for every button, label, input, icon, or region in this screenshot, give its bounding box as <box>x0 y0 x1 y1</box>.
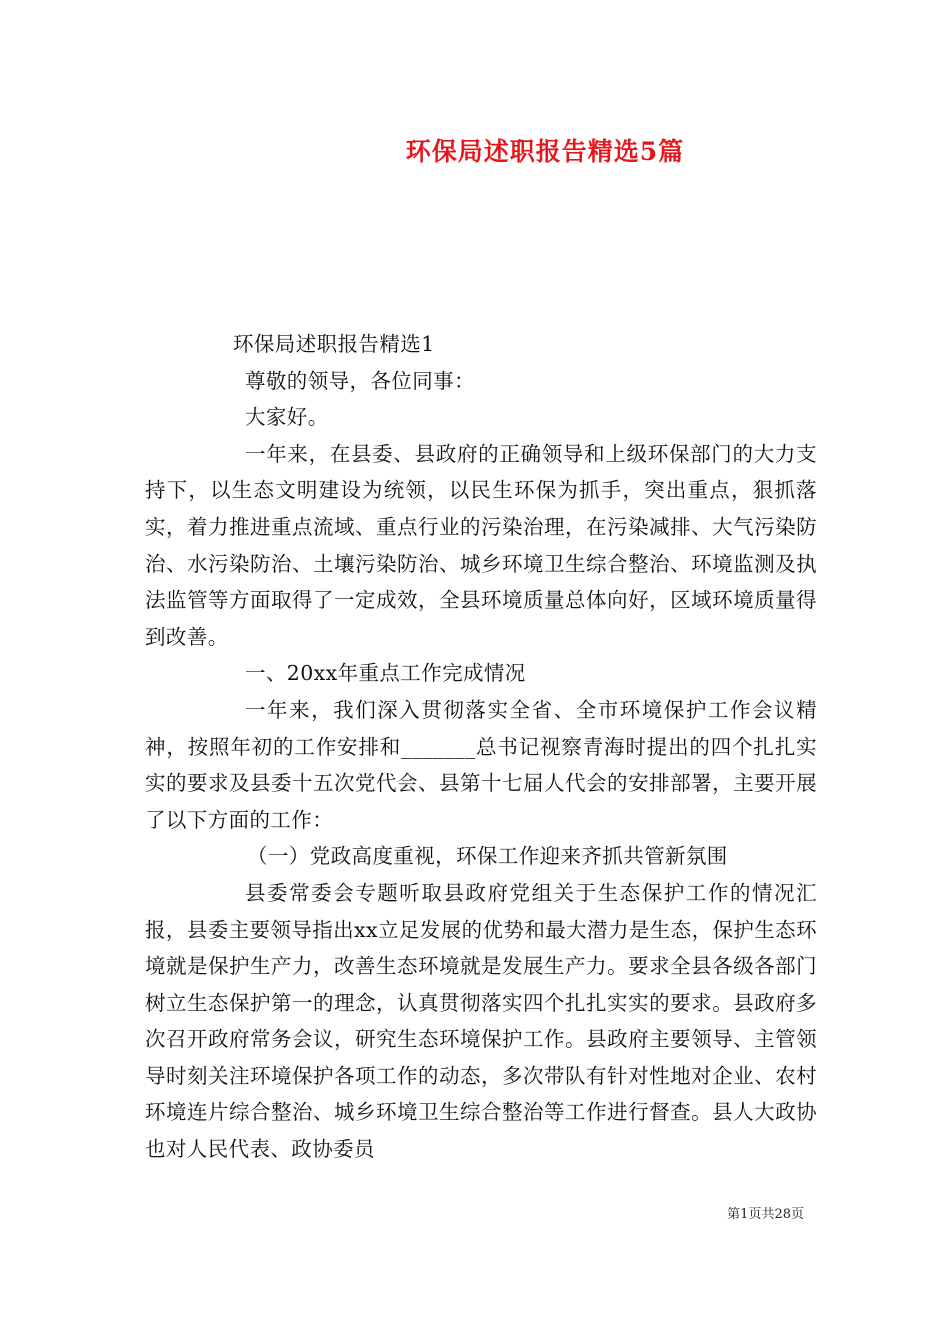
paragraph: 一年来，我们深入贯彻落实全省、全市环境保护工作会议精神，按照年初的工作安排和_______总书记视察青海时提出的四个扎扎实实的要求及县委十五次党代会、县第十七届人代会的安排部署，主要开展了以下方面的工作： <box>145 697 817 832</box>
section-heading: 一、20xx年重点工作完成情况 <box>245 661 526 686</box>
section-title: 环保局述职报告精选1 <box>233 332 435 356</box>
page-title: 环保局述职报告精选5篇 <box>405 137 685 166</box>
paragraph: 一年来，在县委、县政府的正确领导和上级环保部门的大力支持下，以生态文明建设为统领，以民生环保为抓手，突出重点，狠抓落实，着力推进重点流域、重点行业的污染治理，在污染减排、大气污染防治、水污染防治、土壤污染防治、城乡环境卫生综合整治、环境监测及执法监管等方面取得了一定成效，全县环境质量总体向好，区域环境质量得到改善。 <box>145 441 817 649</box>
salutation: 尊敬的领导，各位同事： <box>245 368 475 393</box>
greeting: 大家好。 <box>245 405 329 430</box>
paragraph: 县委常委会专题听取县政府党组关于生态保护工作的情况汇报，县委主要领导指出xx立足发展的优势和最大潜力是生态，保护生态环境就是保护生产力，改善生态环境就是发展生产力。要求全县各级各部门树立生态保护第一的理念，认真贯彻落实四个扎扎实实的要求。县政府多次召开政府常务会议，研究生态环境保护工作。县政府主要领导、主管领导时刻关注环境保护各项工作的动态，多次带队有针对性地对企业、农村环境连片综合整治、城乡环境卫生综合整治等工作进行督查。县人大政协也对人民代表、政协委员 <box>145 880 817 1162</box>
document-body <box>145 326 817 1168</box>
page-number: 第1页共28页 <box>727 1207 804 1222</box>
subsection-heading: （一）党政高度重视，环保工作迎来齐抓共管新氛围 <box>247 844 728 869</box>
